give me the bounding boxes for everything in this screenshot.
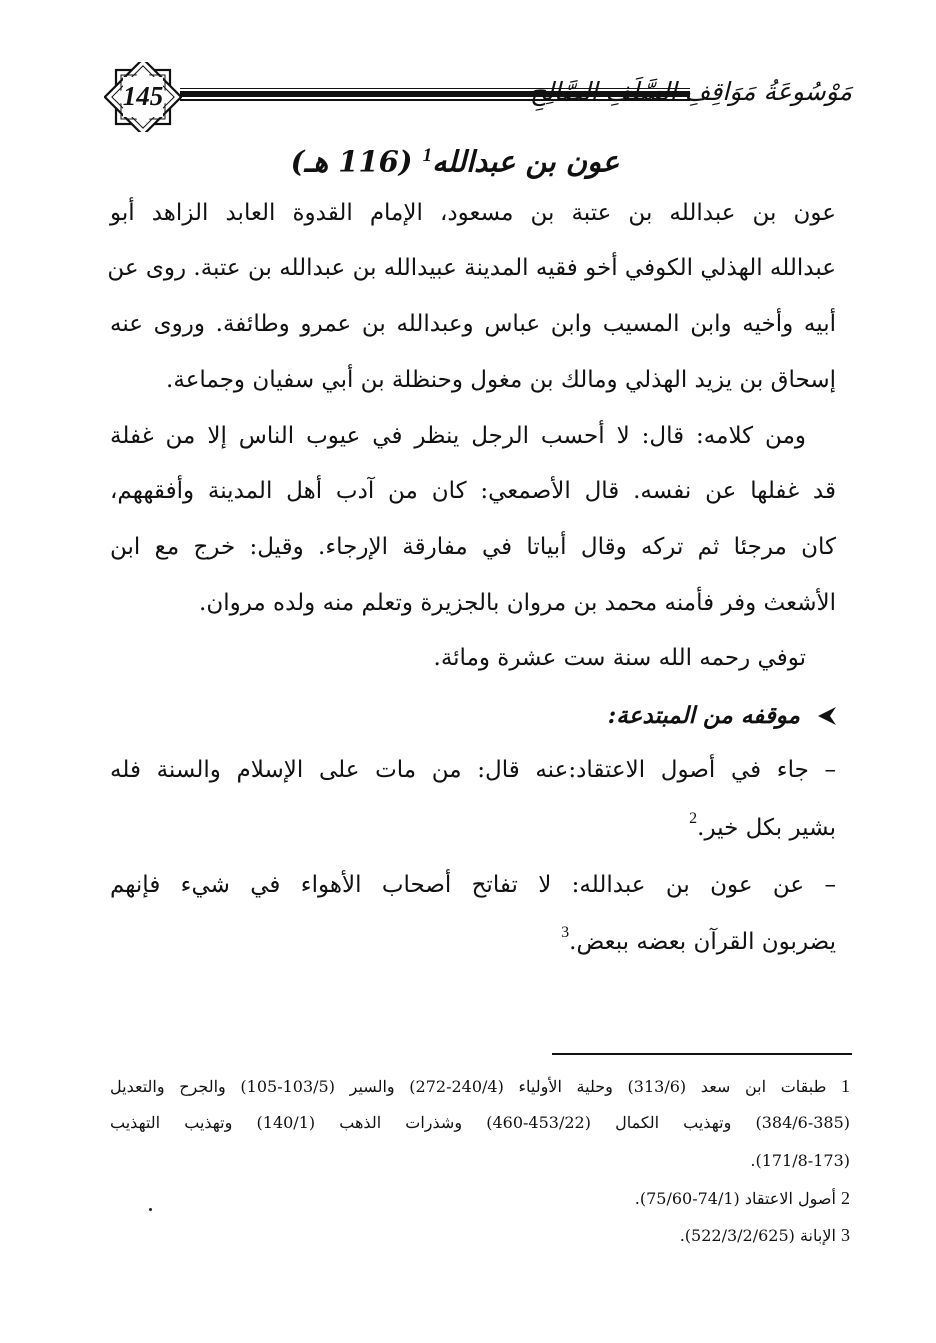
footnote-number: 1: [841, 1076, 851, 1096]
footnote-separator: [552, 1053, 852, 1055]
book-title: مَوْسُوعَةُ مَوَاقِفِ السَّلَفِ الصَّالِحِ: [529, 77, 852, 106]
footnote-ref: 3: [561, 924, 570, 941]
article-title: [290, 133, 620, 185]
quote-line: [110, 922, 836, 962]
body-line: الأشعث وفر فأمنه محمد بن مروان بالجزيرة وتعلم منه ولده مروان.: [199, 590, 836, 616]
article-title-year: (116 هـ): [290, 144, 413, 179]
quote-line: – جاء في أصول الاعتقاد:عنه قال: من مات على الإسلام والسنة فله: [110, 757, 836, 783]
page-number: 145: [122, 81, 164, 111]
page-number-badge: [104, 62, 182, 132]
scan-speck: [149, 1208, 152, 1211]
footnote-line: [110, 1221, 850, 1250]
quote-line: – عن عون بن عبدالله: لا تفاتح أصحاب الأهواء في شيء فإنهم: [110, 872, 836, 898]
body-line: أبيه وأخيه وابن المسيب وابن عباس وعبدالله بن عمرو وطائفة. وروى عنه: [110, 311, 836, 337]
footnote-line: (171/8-173).: [750, 1151, 850, 1170]
article-title-name: عون بن عبدالله: [432, 144, 620, 179]
footnote-line: (384/6-385) وتهذيب الكمال (453/22-460) وشذرات الذهب (140/1) وتهذيب التهذيب: [110, 1113, 851, 1132]
footnote-number: 2: [841, 1188, 850, 1208]
title-footnote-ref: 1: [422, 145, 433, 166]
page-header: [104, 62, 852, 132]
subheading-label: موقفه من المبتدعة:: [607, 702, 800, 729]
footnote-ref: 2: [689, 810, 698, 827]
body-line: قد غفلها عن نفسه. قال الأصمعي: كان من آدب أهل المدينة وأفقههم،: [110, 478, 836, 504]
quote-line-text: بشير بكل خير.: [697, 815, 836, 841]
body-line: كان مرجئا ثم تركه وقال أبياتا في مفارقة الإرجاء. وقيل: خرج مع ابن: [110, 534, 836, 560]
arrowhead-icon: [816, 706, 838, 726]
footnote-line: [110, 1184, 850, 1213]
footnote-text: الإبانة (522/3/2/625).: [679, 1226, 836, 1245]
quote-line: [110, 808, 836, 848]
body-line: عون بن عبدالله بن عتبة بن مسعود، الإمام القدوة العابد الزاهد أبو: [110, 200, 836, 226]
quote-line-text: يضربون القرآن بعضه ببعض.: [569, 929, 836, 955]
body-line: عبدالله الهذلي الكوفي أخو فقيه المدينة عبيدالله بن عبدالله بن عتبة. روى عن: [107, 255, 836, 281]
footnote-line: [110, 1072, 850, 1101]
footnote-text: أصول الاعتقاد (74/1-75/60).: [634, 1189, 836, 1208]
body-line: توفي رحمه الله سنة ست عشرة ومائة.: [433, 645, 806, 671]
body-line: ومن كلامه: قال: لا أحسب الرجل ينظر في عيوب الناس إلا من غفلة: [110, 423, 806, 449]
footnote-text: طبقات ابن سعد (313/6) وحلية الأولياء (240/4-272) والسير (103/5-105) والجرح والتعديل: [110, 1077, 827, 1096]
body-line: إسحاق بن يزيد الهذلي ومالك بن مغول وحنظلة بن أبي سفيان وجماعة.: [166, 367, 836, 393]
footnote-number: 3: [841, 1225, 850, 1245]
